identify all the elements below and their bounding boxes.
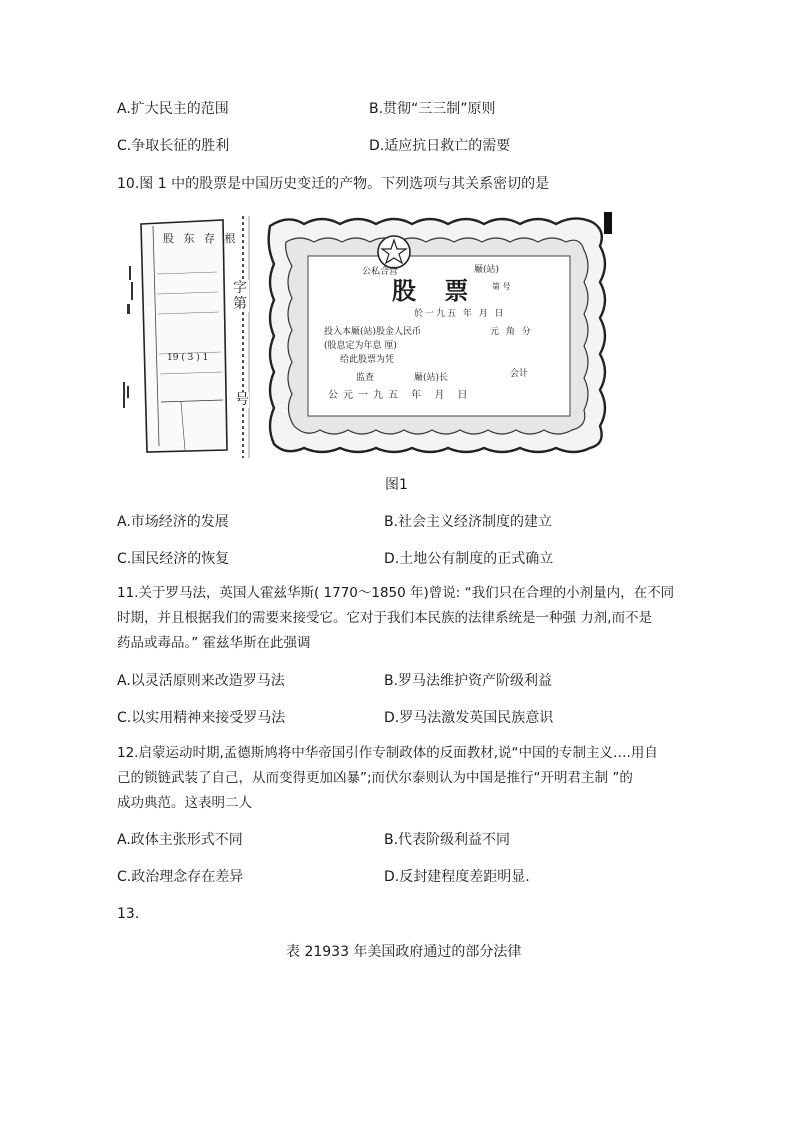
stub-side-top: 字第 xyxy=(233,280,247,312)
q11-option-b: B.罗马法维护资产阶级利益 xyxy=(384,673,553,689)
certificate-sign-director: 厰(站)长 xyxy=(414,373,449,383)
certificate-company-name: 厰(站) xyxy=(474,265,500,275)
certificate-company: 公私合营 xyxy=(362,267,399,277)
figure-caption: 图1 xyxy=(385,477,408,493)
q11-option-d: D.罗马法激发英国民族意识 xyxy=(384,710,554,726)
q12-option-a: A.政体主张形式不同 xyxy=(117,832,243,848)
q9-option-a: A.扩大民主的范围 xyxy=(117,101,229,117)
q10-option-c: C.国民经济的恢复 xyxy=(117,551,230,567)
certificate-title: 股 票 xyxy=(392,276,479,305)
q12-option-d: D.反封建程度差距明显. xyxy=(384,869,530,885)
stub-title: 股 东 存 根 xyxy=(163,232,239,245)
q12-option-b: B.代表阶级利益不同 xyxy=(384,832,511,848)
q12-stem-line1: 12.启蒙运动时期,孟德斯鸠将中华帝国引作专制政体的反面教材,说“中国的专制主义….用自 xyxy=(117,745,658,761)
q11-option-c: C.以实用精神来接受罗马法 xyxy=(117,710,286,726)
q12-stem-line2: 己的锁链武装了自己，从而变得更加凶暴”;而伏尔泰则认为中国是推行“开明君主制 ”的 xyxy=(117,770,633,786)
certificate-line1: 投入本厰(站)股金人民币 xyxy=(324,327,422,337)
stock-certificate-image xyxy=(264,212,614,458)
q11-stem-line2: 时期，并且根据我们的需要来接受它。它对于我们本民族的法律系统是一种强 力剂,而不是 xyxy=(117,610,653,626)
certificate-line1-units: 元 角 分 xyxy=(490,327,533,337)
certificate-number: 第 号 xyxy=(492,282,511,291)
q13-number: 13. xyxy=(117,906,140,922)
certificate-bottom-date: 公元一九五 年 月 日 xyxy=(328,390,473,401)
q11-stem-line1: 11.关于罗马法，英国人霍兹华斯( 1770～1850 年)曾说: “我们只在合理的小剂量内，在不同 xyxy=(117,585,675,601)
q12-stem-line3: 成功典范。这表明二人 xyxy=(117,795,252,811)
certificate-sign-accountant: 会计 xyxy=(510,369,529,379)
q11-option-a: A.以灵活原则来改造罗马法 xyxy=(117,673,285,689)
q10-option-d: D.土地公有制度的正式确立 xyxy=(384,551,554,567)
certificate-sign-supervisor: 监查 xyxy=(356,373,375,383)
certificate-date-line: 於一九五 年 月 日 xyxy=(414,309,506,319)
q10-option-b: B.社会主义经济制度的建立 xyxy=(384,514,553,530)
q12-option-c: C.政治理念存在差异 xyxy=(117,869,244,885)
stock-stub-image xyxy=(117,214,255,460)
q9-option-c: C.争取长征的胜利 xyxy=(117,138,230,154)
q10-option-a: A.市场经济的发展 xyxy=(117,514,229,530)
certificate-line3: 给此股票为凭 xyxy=(340,355,395,365)
certificate-line2: (股息定为年息 厘) xyxy=(324,341,397,351)
q13-table-title: 表 21933 年美国政府通过的部分法律 xyxy=(286,944,522,960)
q11-stem-line3: 药品或毒品。” 霍兹华斯在此强调 xyxy=(117,635,311,651)
stub-side-bottom: 号 xyxy=(235,392,249,408)
q10-stem: 10.图 1 中的股票是中国历史变迁的产物。下列选项与其关系密切的是 xyxy=(117,176,550,192)
stub-dates: 19 ( 3 ) 1 xyxy=(167,353,209,363)
q9-option-d: D.适应抗日救亡的需要 xyxy=(369,138,511,154)
q9-option-b: B.贯彻“三三制”原则 xyxy=(369,101,496,117)
